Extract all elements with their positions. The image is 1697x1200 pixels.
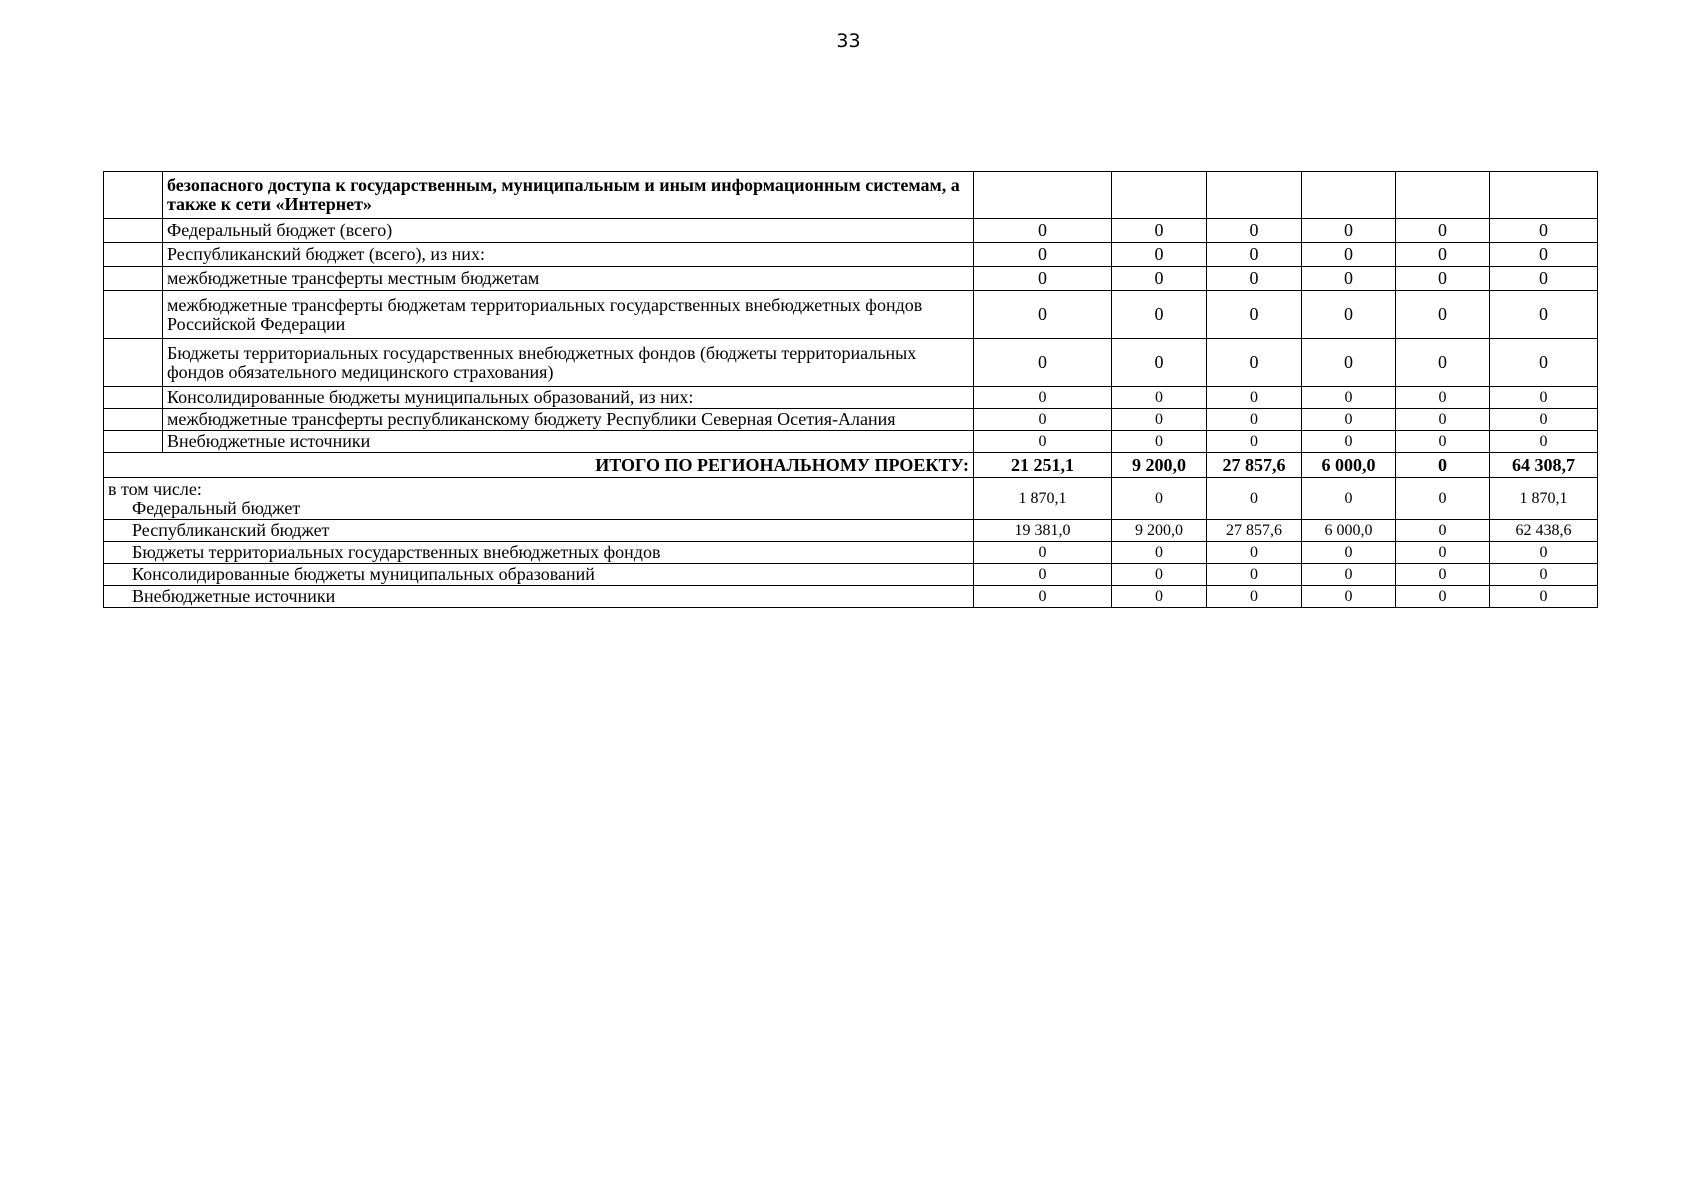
row-number-cell bbox=[104, 387, 163, 409]
value-cell: 0 bbox=[974, 219, 1112, 243]
value-cell: 0 bbox=[1396, 339, 1490, 387]
row-label: межбюджетные трансферты бюджетам территориальных государственных внебюджетных фондов Российской Федерации bbox=[163, 291, 974, 339]
value-cell: 0 bbox=[974, 339, 1112, 387]
value-cell: 0 bbox=[974, 291, 1112, 339]
breakdown-label-cell bbox=[104, 478, 974, 520]
value-cell: 1 870,1 bbox=[1490, 478, 1598, 520]
row-number-cell bbox=[104, 431, 163, 453]
value-cell: 0 bbox=[1396, 409, 1490, 431]
value-cell: 1 870,1 bbox=[974, 478, 1112, 520]
table-row bbox=[104, 409, 1598, 431]
row-number-cell bbox=[104, 219, 163, 243]
value-cell: 0 bbox=[1490, 409, 1598, 431]
value-cell: 0 bbox=[1112, 542, 1207, 564]
breakdown-row bbox=[104, 520, 1598, 542]
row-number-cell bbox=[104, 172, 163, 219]
value-cell: 0 bbox=[974, 431, 1112, 453]
value-cell: 0 bbox=[974, 387, 1112, 409]
value-cell: 0 bbox=[1396, 219, 1490, 243]
row-label: межбюджетные трансферты местным бюджетам bbox=[163, 267, 974, 291]
total-value: 0 bbox=[1396, 453, 1490, 478]
total-value: 6 000,0 bbox=[1302, 453, 1396, 478]
value-cell: 0 bbox=[1490, 339, 1598, 387]
breakdown-label: Внебюджетные источники bbox=[132, 586, 336, 606]
value-cell: 0 bbox=[1490, 586, 1598, 608]
row-label: Консолидированные бюджеты муниципальных образований, из них: bbox=[163, 387, 974, 409]
value-cell: 0 bbox=[1207, 586, 1302, 608]
breakdown-label-cell bbox=[104, 586, 974, 608]
value-cell: 0 bbox=[1396, 520, 1490, 542]
value-cell: 0 bbox=[1302, 243, 1396, 267]
value-cell: 0 bbox=[1396, 387, 1490, 409]
table-row bbox=[104, 172, 1598, 219]
value-cell: 6 000,0 bbox=[1302, 520, 1396, 542]
value-cell: 9 200,0 bbox=[1112, 520, 1207, 542]
value-cell: 0 bbox=[1490, 291, 1598, 339]
row-number-cell bbox=[104, 409, 163, 431]
value-cell: 0 bbox=[1302, 387, 1396, 409]
value-cell: 0 bbox=[1112, 478, 1207, 520]
value-cell: 0 bbox=[1112, 339, 1207, 387]
value-cell: 0 bbox=[1396, 291, 1490, 339]
value-cell: 0 bbox=[1112, 586, 1207, 608]
total-label: ИТОГО ПО РЕГИОНАЛЬНОМУ ПРОЕКТУ: bbox=[104, 453, 974, 478]
value-cell: 0 bbox=[1207, 219, 1302, 243]
value-cell: 27 857,6 bbox=[1207, 520, 1302, 542]
value-cell bbox=[1112, 172, 1207, 219]
row-number-cell bbox=[104, 291, 163, 339]
row-label: Бюджеты территориальных государственных внебюджетных фондов (бюджеты территориальных фондов обязательного медицинского страхования) bbox=[163, 339, 974, 387]
value-cell: 0 bbox=[1396, 478, 1490, 520]
value-cell: 0 bbox=[1207, 409, 1302, 431]
value-cell: 0 bbox=[1490, 542, 1598, 564]
row-label: Федеральный бюджет (всего) bbox=[163, 219, 974, 243]
value-cell: 0 bbox=[1302, 267, 1396, 291]
value-cell: 0 bbox=[1396, 542, 1490, 564]
value-cell: 0 bbox=[974, 267, 1112, 291]
row-number-cell bbox=[104, 243, 163, 267]
value-cell: 0 bbox=[1112, 431, 1207, 453]
total-value: 9 200,0 bbox=[1112, 453, 1207, 478]
value-cell: 0 bbox=[1112, 564, 1207, 586]
value-cell: 0 bbox=[1207, 243, 1302, 267]
value-cell: 0 bbox=[1302, 542, 1396, 564]
value-cell: 0 bbox=[1207, 542, 1302, 564]
value-cell: 0 bbox=[1302, 409, 1396, 431]
value-cell: 0 bbox=[1302, 431, 1396, 453]
total-value: 27 857,6 bbox=[1207, 453, 1302, 478]
value-cell bbox=[1396, 172, 1490, 219]
breakdown-label: Бюджеты территориальных государственных внебюджетных фондов bbox=[132, 542, 661, 562]
value-cell: 0 bbox=[1112, 291, 1207, 339]
value-cell: 0 bbox=[1112, 267, 1207, 291]
value-cell: 0 bbox=[1207, 564, 1302, 586]
value-cell: 0 bbox=[1490, 243, 1598, 267]
value-cell: 0 bbox=[1207, 291, 1302, 339]
value-cell: 0 bbox=[1207, 267, 1302, 291]
value-cell: 0 bbox=[1112, 243, 1207, 267]
breakdown-row bbox=[104, 542, 1598, 564]
value-cell: 0 bbox=[1396, 586, 1490, 608]
row-label: безопасного доступа к государственным, муниципальным и иным информационным системам, а также к сети «Интернет» bbox=[163, 172, 974, 219]
value-cell: 0 bbox=[1490, 564, 1598, 586]
value-cell: 0 bbox=[1302, 564, 1396, 586]
page-number: 33 bbox=[836, 30, 861, 52]
total-value: 21 251,1 bbox=[974, 453, 1112, 478]
table-row bbox=[104, 291, 1598, 339]
total-row bbox=[104, 453, 1598, 478]
table-row bbox=[104, 267, 1598, 291]
breakdown-label-cell bbox=[104, 520, 974, 542]
value-cell: 0 bbox=[1302, 339, 1396, 387]
value-cell: 0 bbox=[1490, 219, 1598, 243]
value-cell: 0 bbox=[1302, 586, 1396, 608]
breakdown-label-cell bbox=[104, 564, 974, 586]
value-cell: 0 bbox=[1207, 339, 1302, 387]
value-cell bbox=[1302, 172, 1396, 219]
value-cell: 0 bbox=[1112, 219, 1207, 243]
value-cell: 0 bbox=[974, 542, 1112, 564]
value-cell: 0 bbox=[974, 564, 1112, 586]
row-label: Внебюджетные источники bbox=[163, 431, 974, 453]
table-row bbox=[104, 243, 1598, 267]
row-number-cell bbox=[104, 267, 163, 291]
value-cell: 0 bbox=[1112, 387, 1207, 409]
value-cell: 62 438,6 bbox=[1490, 520, 1598, 542]
row-label: Республиканский бюджет (всего), из них: bbox=[163, 243, 974, 267]
value-cell: 0 bbox=[1490, 267, 1598, 291]
breakdown-label: Федеральный бюджет bbox=[132, 497, 301, 518]
table-row bbox=[104, 219, 1598, 243]
value-cell: 0 bbox=[1396, 267, 1490, 291]
value-cell: 0 bbox=[974, 243, 1112, 267]
breakdown-label-cell bbox=[104, 542, 974, 564]
table-row bbox=[104, 431, 1598, 453]
breakdown-label: Республиканский бюджет bbox=[132, 520, 330, 540]
breakdown-intro: в том числе: bbox=[108, 478, 202, 499]
value-cell bbox=[1490, 172, 1598, 219]
value-cell: 0 bbox=[1490, 431, 1598, 453]
value-cell: 0 bbox=[1396, 243, 1490, 267]
value-cell: 0 bbox=[1396, 431, 1490, 453]
value-cell bbox=[1207, 172, 1302, 219]
value-cell: 0 bbox=[1490, 387, 1598, 409]
value-cell: 0 bbox=[1207, 431, 1302, 453]
value-cell: 0 bbox=[1302, 478, 1396, 520]
breakdown-row bbox=[104, 478, 1598, 520]
value-cell: 0 bbox=[1207, 478, 1302, 520]
value-cell: 19 381,0 bbox=[974, 520, 1112, 542]
value-cell: 0 bbox=[1302, 219, 1396, 243]
budget-table bbox=[103, 171, 1598, 608]
table-row bbox=[104, 387, 1598, 409]
row-label: межбюджетные трансферты республиканскому бюджету Республики Северная Осетия-Алания bbox=[163, 409, 974, 431]
value-cell: 0 bbox=[1207, 387, 1302, 409]
breakdown-row bbox=[104, 586, 1598, 608]
breakdown-row bbox=[104, 564, 1598, 586]
value-cell bbox=[974, 172, 1112, 219]
table-row bbox=[104, 339, 1598, 387]
total-value: 64 308,7 bbox=[1490, 453, 1598, 478]
value-cell: 0 bbox=[1396, 564, 1490, 586]
value-cell: 0 bbox=[974, 586, 1112, 608]
value-cell: 0 bbox=[1112, 409, 1207, 431]
row-number-cell bbox=[104, 339, 163, 387]
value-cell: 0 bbox=[974, 409, 1112, 431]
breakdown-label: Консолидированные бюджеты муниципальных образований bbox=[132, 564, 595, 584]
value-cell: 0 bbox=[1302, 291, 1396, 339]
